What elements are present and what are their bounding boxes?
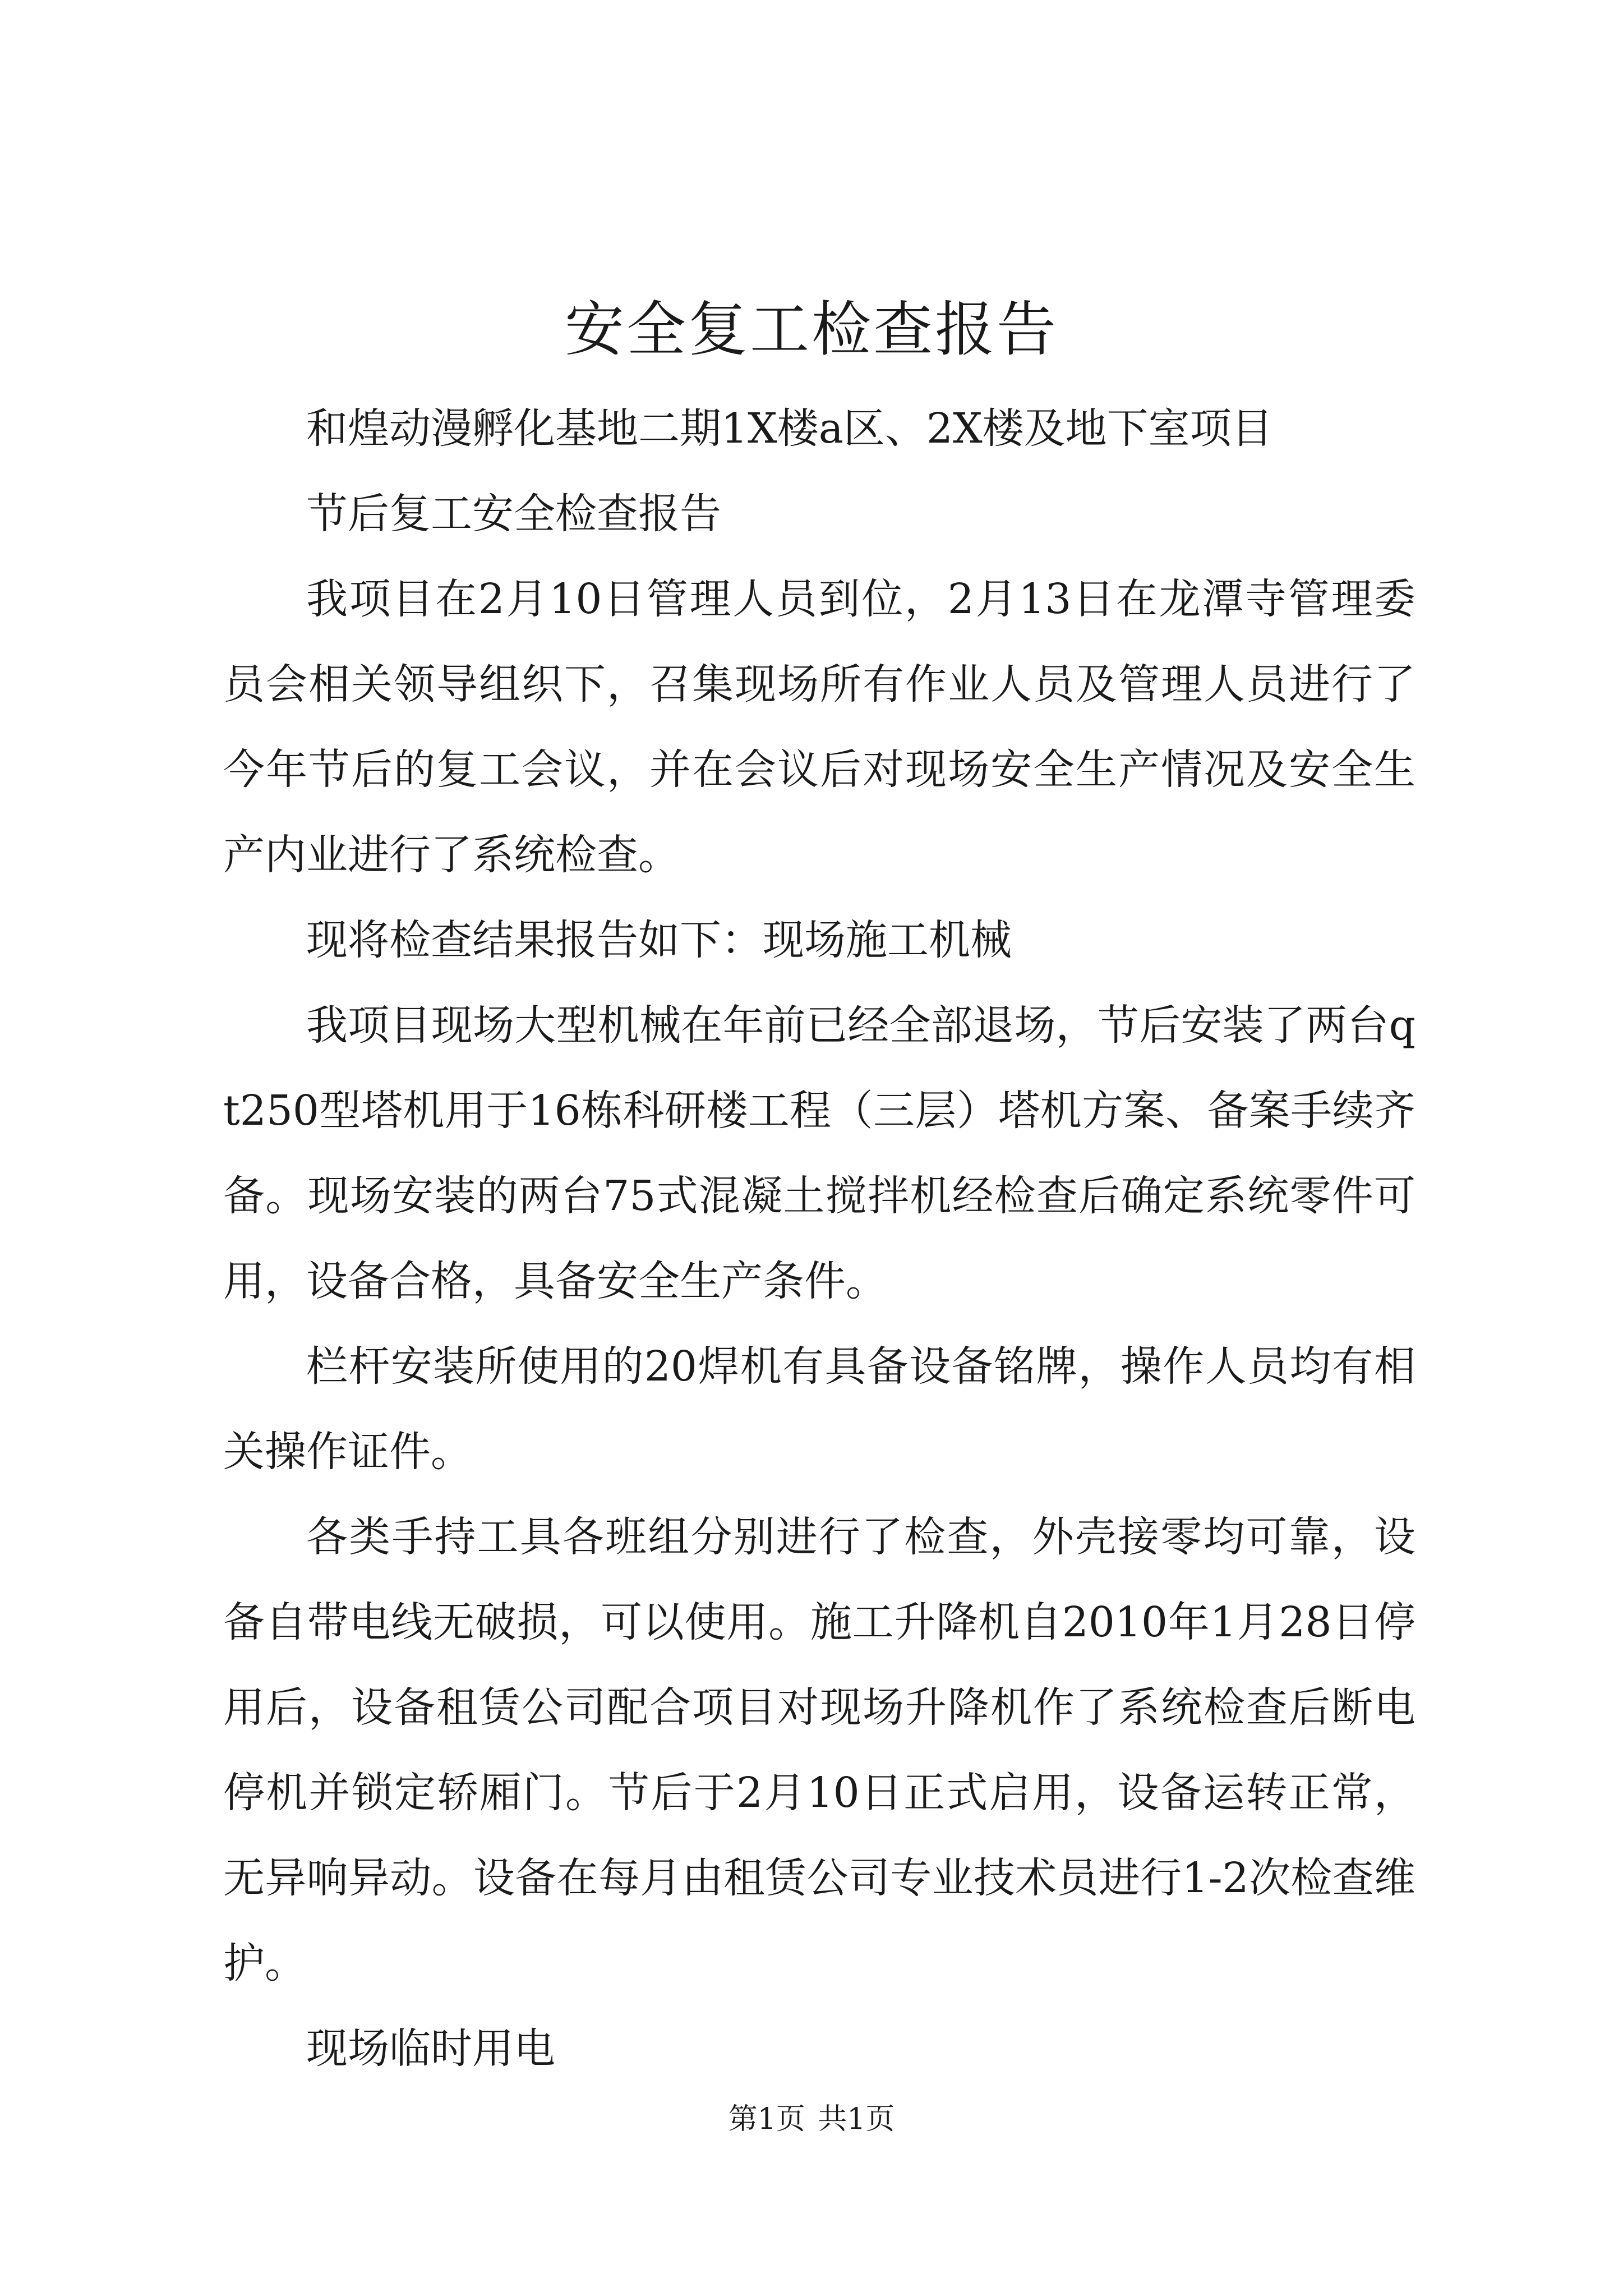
tools-elevator-paragraph: 各类手持工具各班组分别进行了检查，外壳接零均可靠，设备自带电线无破损，可以使用。施工升降机自2010年1月28日停用后，设备租赁公司配合项目对现场升降机作了系统检查后断电停机并锁定轿厢门。节后于2月10日正式启用，设备运转正常，无异响异动。设备在每月由租赁公司专业技术员进行1-2次检查维护。 — [223, 1513, 1415, 1987]
report-subtitle: 节后复工安全检查报告 — [306, 490, 721, 538]
temporary-power-heading: 现场临时用电 — [306, 2024, 555, 2073]
welder-paragraph: 栏杆安装所使用的20焊机有具备设备铭牌，操作人员均有相关操作证件。 — [223, 1342, 1415, 1476]
intro-paragraph: 我项目在2月10日管理人员到位，2月13日在龙潭寺管理委员会相关领导组织下，召集现场所有作业人员及管理人员进行了今年节后的复工会议，并在会议后对现场安全生产情况及安全生产内业进行了系统检查。 — [223, 575, 1415, 879]
results-heading-paragraph: 现将检查结果报告如下：现场施工机械 — [306, 916, 1012, 964]
document-title: 安全复工检查报告 — [565, 295, 1058, 364]
page-number-footer: 第1页 共1页 — [728, 2102, 895, 2136]
machinery-paragraph: 我项目现场大型机械在年前已经全部退场，节后安装了两台qt250型塔机用于16栋科研楼工程（三层）塔机方案、备案手续齐备。现场安装的两台75式混凝土搅拌机经检查后确定系统零件可用，设备合格，具备安全生产条件。 — [223, 1001, 1415, 1305]
project-name-line: 和煌动漫孵化基地二期1X楼a区、2X楼及地下室项目 — [306, 404, 1273, 453]
document-body — [223, 386, 1415, 2091]
